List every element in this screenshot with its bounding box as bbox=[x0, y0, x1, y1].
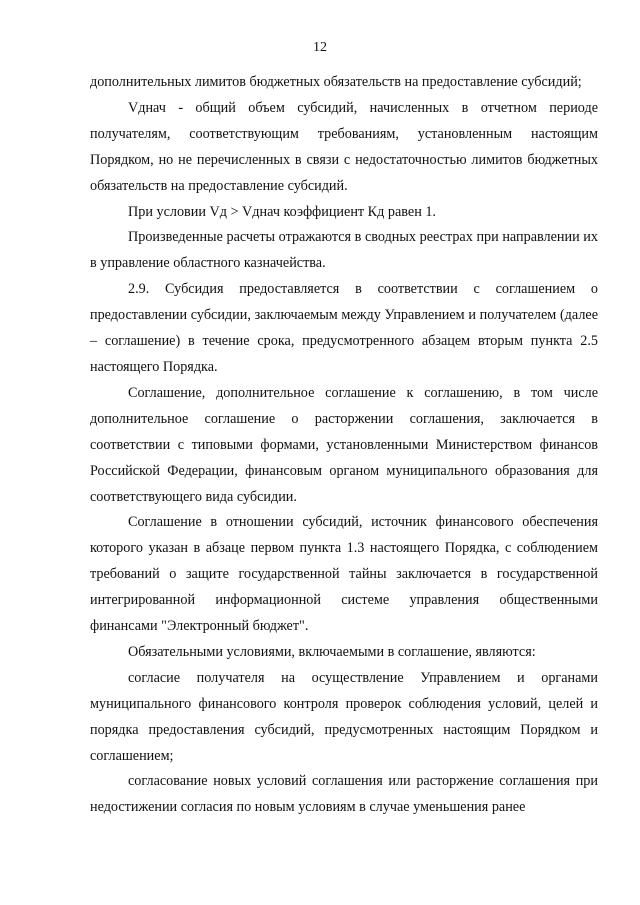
paragraph-electronic-budget: Соглашение в отношении субсидий, источник финансового обеспечения которого указан в абзаце первом пункта 1.3 настоящего Порядка, с соблюдением требований о защите государственной тайны заключается в государственной интегрированной информационной системе управления общественными финансами "Электронный бюджет". bbox=[90, 514, 598, 635]
paragraph-coefficient-condition: При условии Vд > Vднач коэффициент Кд равен 1. bbox=[128, 203, 436, 220]
paragraph-recipient-consent: согласие получателя на осуществление Управлением и органами муниципального финансового контроля проверок соблюдения условий, целей и порядка предоставления субсидий, предусмотренных настоящим Порядком и соглашением; bbox=[90, 669, 598, 764]
paragraph-standard-forms: Соглашение, дополнительное соглашение к соглашению, в том числе дополнительное соглашение о расторжении соглашения, заключается в соответствии с типовыми формами, установленными Министерством финансов Российской Федерации, финансовым органом муниципального образования для соответствующего вида субсидии. bbox=[90, 384, 598, 505]
document-body bbox=[90, 70, 598, 821]
paragraph-new-conditions: согласование новых условий соглашения или расторжение соглашения при недостижении согласия по новым условиям в случае уменьшения ранее bbox=[90, 773, 598, 816]
paragraph-budget-limits-end: дополнительных лимитов бюджетных обязательств на предоставление субсидий; bbox=[90, 74, 582, 90]
paragraph-2-9-agreement: 2.9. Субсидия предоставляется в соответствии с соглашением о предоставлении субсидии, заключаемым между Управлением и получателем (далее – соглашение) в течение срока, предусмотренного абзацем вторым пункта 2.5 настоящего Порядка. bbox=[90, 281, 598, 375]
page-number: 12 bbox=[313, 40, 327, 55]
paragraph-mandatory-conditions: Обязательными условиями, включаемыми в соглашение, являются: bbox=[128, 643, 536, 660]
paragraph-calculations-registry: Произведенные расчеты отражаются в сводных реестрах при направлении их в управление областного казначейства. bbox=[90, 229, 598, 272]
paragraph-vdnach-definition: Vднач - общий объем субсидий, начисленных в отчетном периоде получателям, соответствующим требованиям, установленным настоящим Порядком, но не перечисленных в связи с недостаточностью лимитов бюджетных обязательств на предоставление субсидий. bbox=[90, 99, 598, 194]
